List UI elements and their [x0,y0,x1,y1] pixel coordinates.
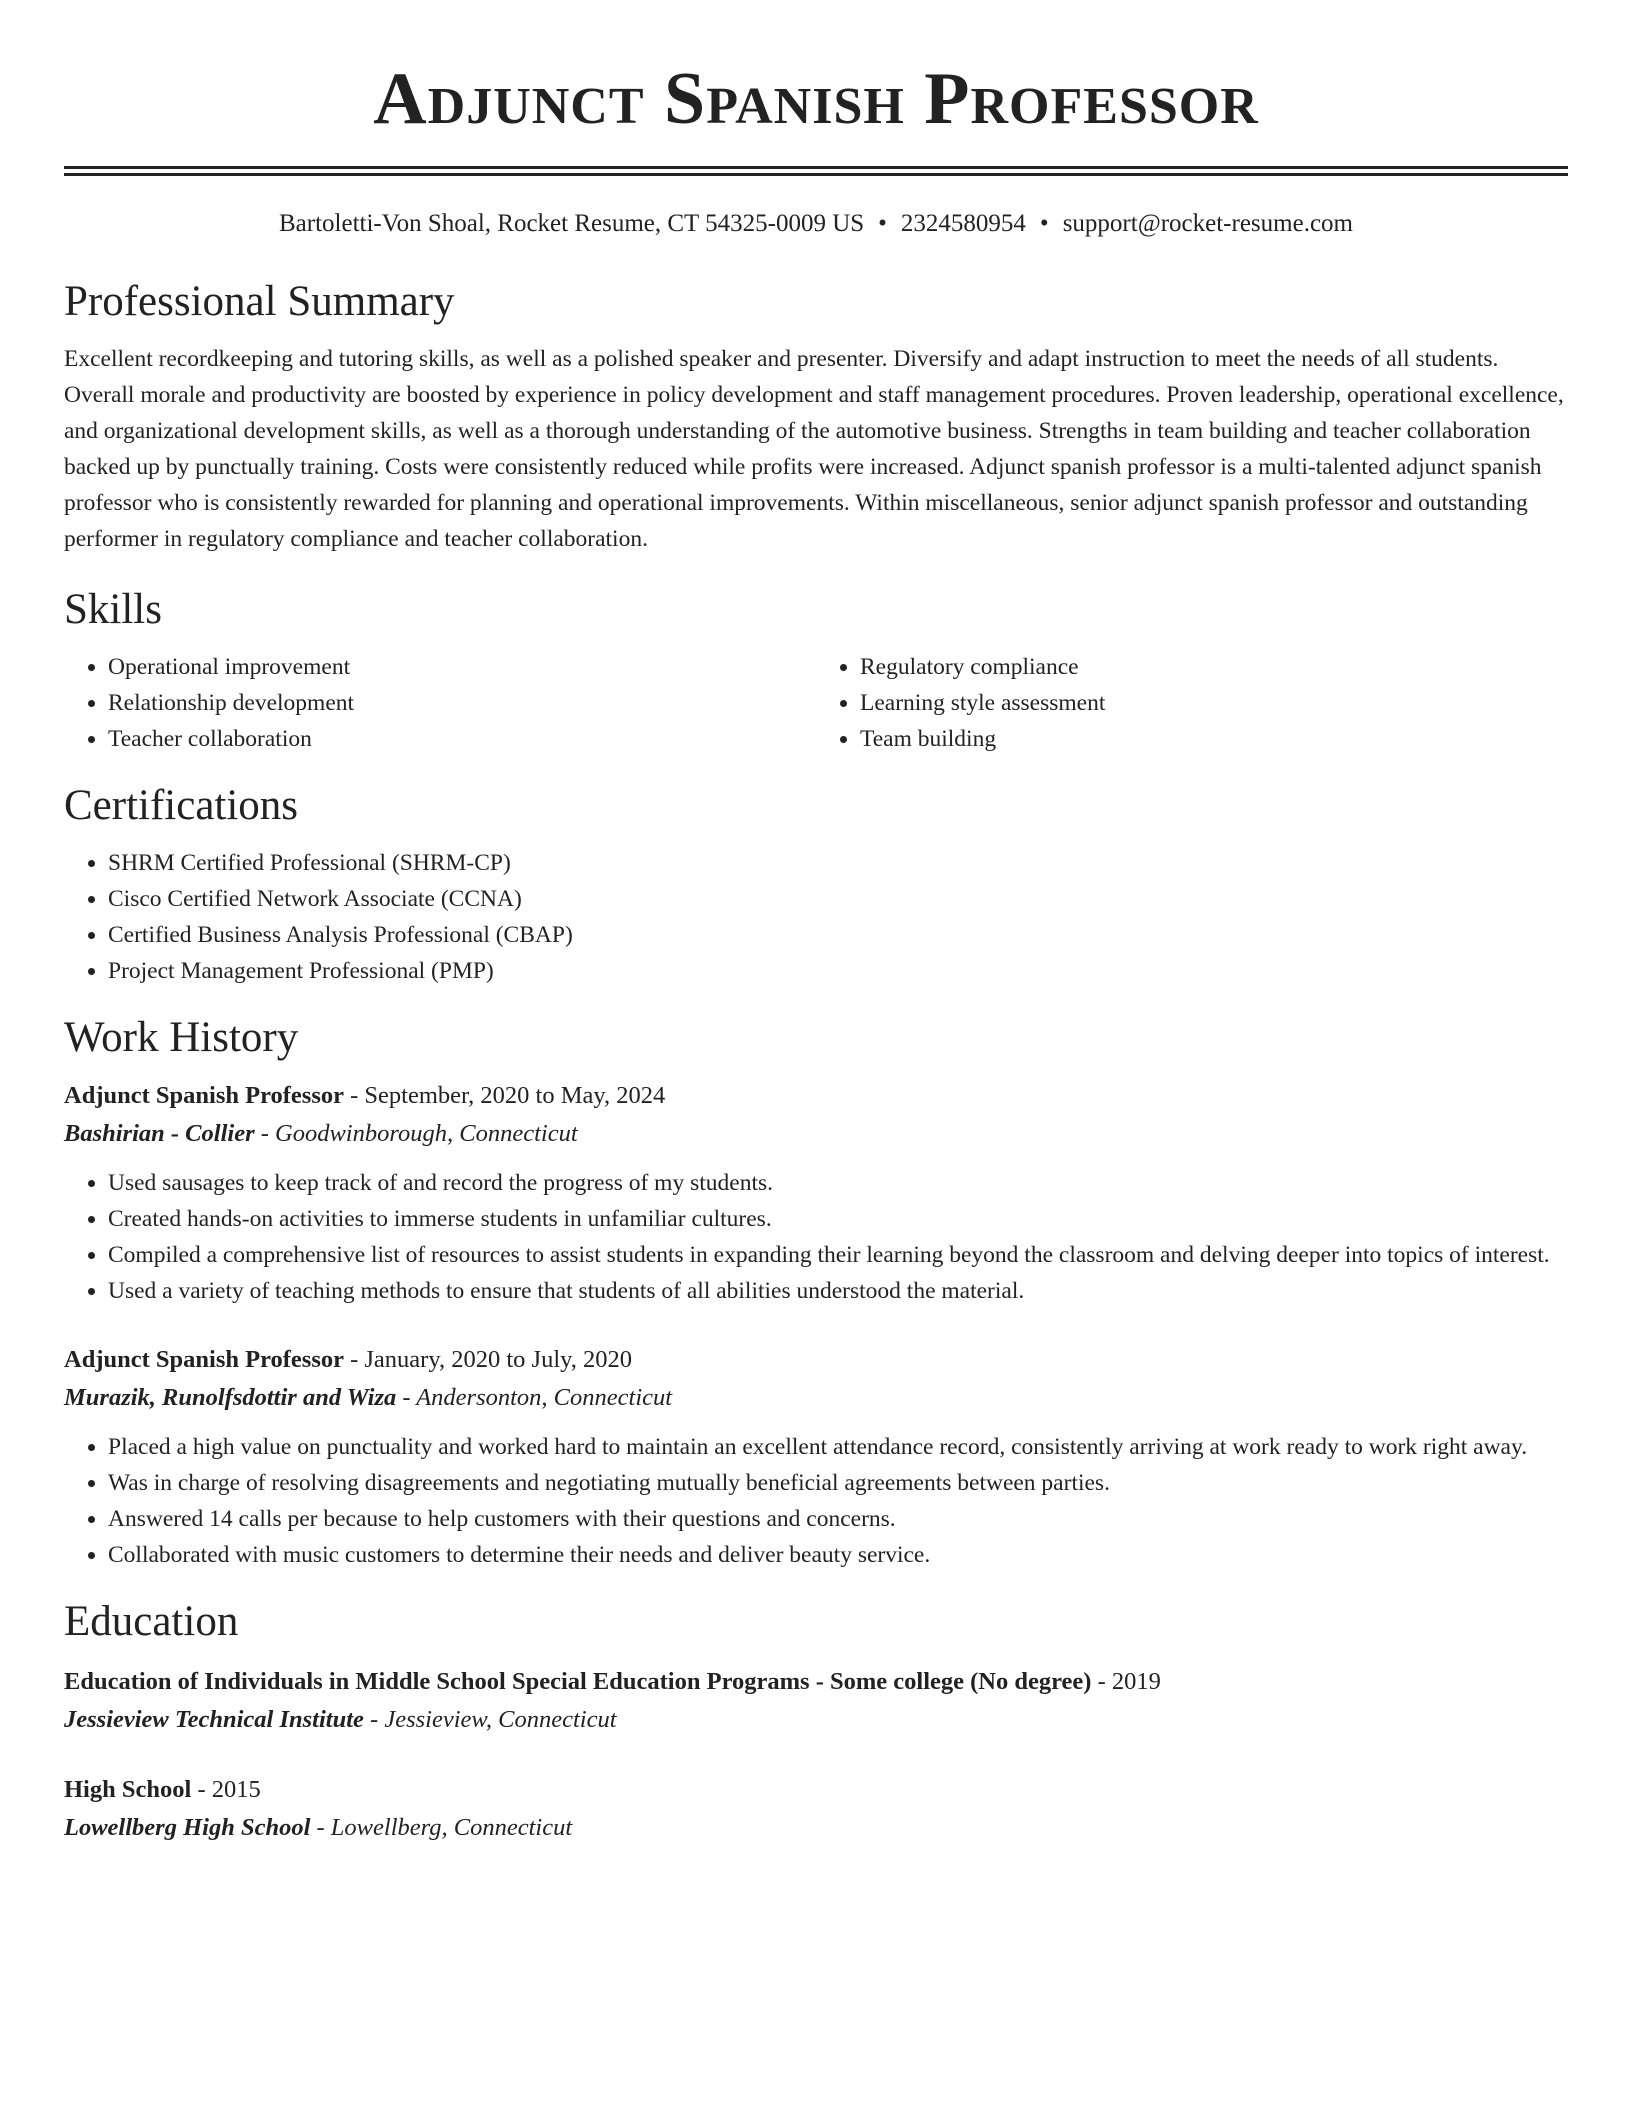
contact-phone: 2324580954 [900,210,1026,237]
education-degree: High School [64,1776,192,1803]
job-entry [64,1341,1568,1573]
job-location: - Goodwinborough, Connecticut [254,1120,578,1147]
job-bullet: • Used a variety of teaching methods to ensure that students of all abilities understood the material. [108,1273,1568,1309]
job-entry [64,1077,1568,1309]
education-school: Jessieview Technical Institute [64,1706,364,1733]
job-bullet: • Collaborated with music customers to determine their needs and deliver beauty service. [108,1537,1568,1573]
certifications-list [64,845,1568,989]
skill-item: • Team building [860,721,1568,757]
job-bullet: • Compiled a comprehensive list of resources to assist students in expanding their learning beyond the classroom and delving deeper into topics of interest. [108,1237,1568,1273]
contact-line [64,209,1568,239]
skill-item: • Relationship development [108,685,816,721]
education-school-line [64,1809,1568,1847]
job-employer [64,1115,1568,1153]
skills-columns [64,649,1568,757]
title-double-rule [64,166,1568,176]
certification-item: • Project Management Professional (PMP) [108,953,1568,989]
job-bullet: • Was in charge of resolving disagreements and negotiating mutually beneficial agreements between parties. [108,1465,1568,1501]
contact-address: Bartoletti-Von Shoal, Rocket Resume, CT 54325-0009 US [279,210,865,237]
certification-item: • Cisco Certified Network Associate (CCNA) [108,881,1568,917]
education-entry [64,1771,1568,1847]
skills-list-right [816,649,1568,757]
job-bullet: • Placed a high value on punctuality and worked hard to maintain an excellent attendance record, consistently arriving at work ready to work right away. [108,1429,1568,1465]
contact-email: support@rocket-resume.com [1062,210,1353,237]
job-dates: - September, 2020 to May, 2024 [343,1082,666,1109]
job-bullets [64,1165,1568,1309]
education-year: - 2015 [191,1776,261,1803]
education-degree: Education of Individuals in Middle School Special Education Programs - Some college (No degree) [64,1668,1092,1695]
skill-item: • Regulatory compliance [860,649,1568,685]
skills-heading: Skills [64,586,162,633]
job-title: Adjunct Spanish Professor [64,1082,344,1109]
certifications-heading: Certifications [64,782,299,829]
summary-text: Excellent recordkeeping and tutoring skills, as well as a polished speaker and presenter. Diversify and adapt instruction to meet the needs of all students. Overall morale and productivity are boosted by experience in policy development and staff management procedures. Proven leadership, operational excellence, and organizational development skills, as well as a thorough understanding of the automotive business. Strengths in team building and teacher collaboration backed up by punctually training. Costs were consistently reduced while profits were increased. Adjunct spanish professor is a multi-talented adjunct spanish professor who is consistently rewarded for planning and operational improvements. Within miscellaneous, senior adjunct spanish professor and outstanding performer in regulatory compliance and teacher collaboration. [64,346,1564,552]
job-dates: - January, 2020 to July, 2020 [343,1346,633,1373]
job-company: Murazik, Runolfsdottir and Wiza [64,1384,397,1411]
job-title: Adjunct Spanish Professor [64,1346,344,1373]
skills-list-left [64,649,816,757]
education-location: - Jessieview, Connecticut [363,1706,617,1733]
job-header [64,1341,1568,1379]
job-bullet: • Answered 14 calls per because to help customers with their questions and concerns. [108,1501,1568,1537]
job-location: - Andersonton, Connecticut [396,1384,673,1411]
skill-item: • Learning style assessment [860,685,1568,721]
summary-heading: Professional Summary [64,278,455,325]
education-header [64,1663,1568,1701]
skill-item: • Teacher collaboration [108,721,816,757]
education-year: - 2019 [1091,1668,1161,1695]
education-entry [64,1663,1568,1739]
job-employer [64,1379,1568,1417]
contact-separator: • [878,210,887,237]
education-heading: Education [64,1598,239,1645]
contact-separator: • [1039,210,1049,237]
education-header [64,1771,1568,1809]
job-company: Bashirian - Collier [64,1120,255,1147]
certification-item: • Certified Business Analysis Professional (CBAP) [108,917,1568,953]
education-school-line [64,1701,1568,1739]
job-bullet: • Used sausages to keep track of and record the progress of my students. [108,1165,1568,1201]
work-history-heading: Work History [64,1014,299,1061]
education-location: - Lowellberg, Connecticut [310,1814,573,1841]
job-bullets [64,1429,1568,1573]
job-header [64,1077,1568,1115]
resume-title: Adjunct Spanish Professor [373,58,1259,140]
job-bullet: • Created hands-on activities to immerse students in unfamiliar cultures. [108,1201,1568,1237]
certification-item: • SHRM Certified Professional (SHRM-CP) [108,845,1568,881]
skill-item: • Operational improvement [108,649,816,685]
education-school: Lowellberg High School [64,1814,311,1841]
